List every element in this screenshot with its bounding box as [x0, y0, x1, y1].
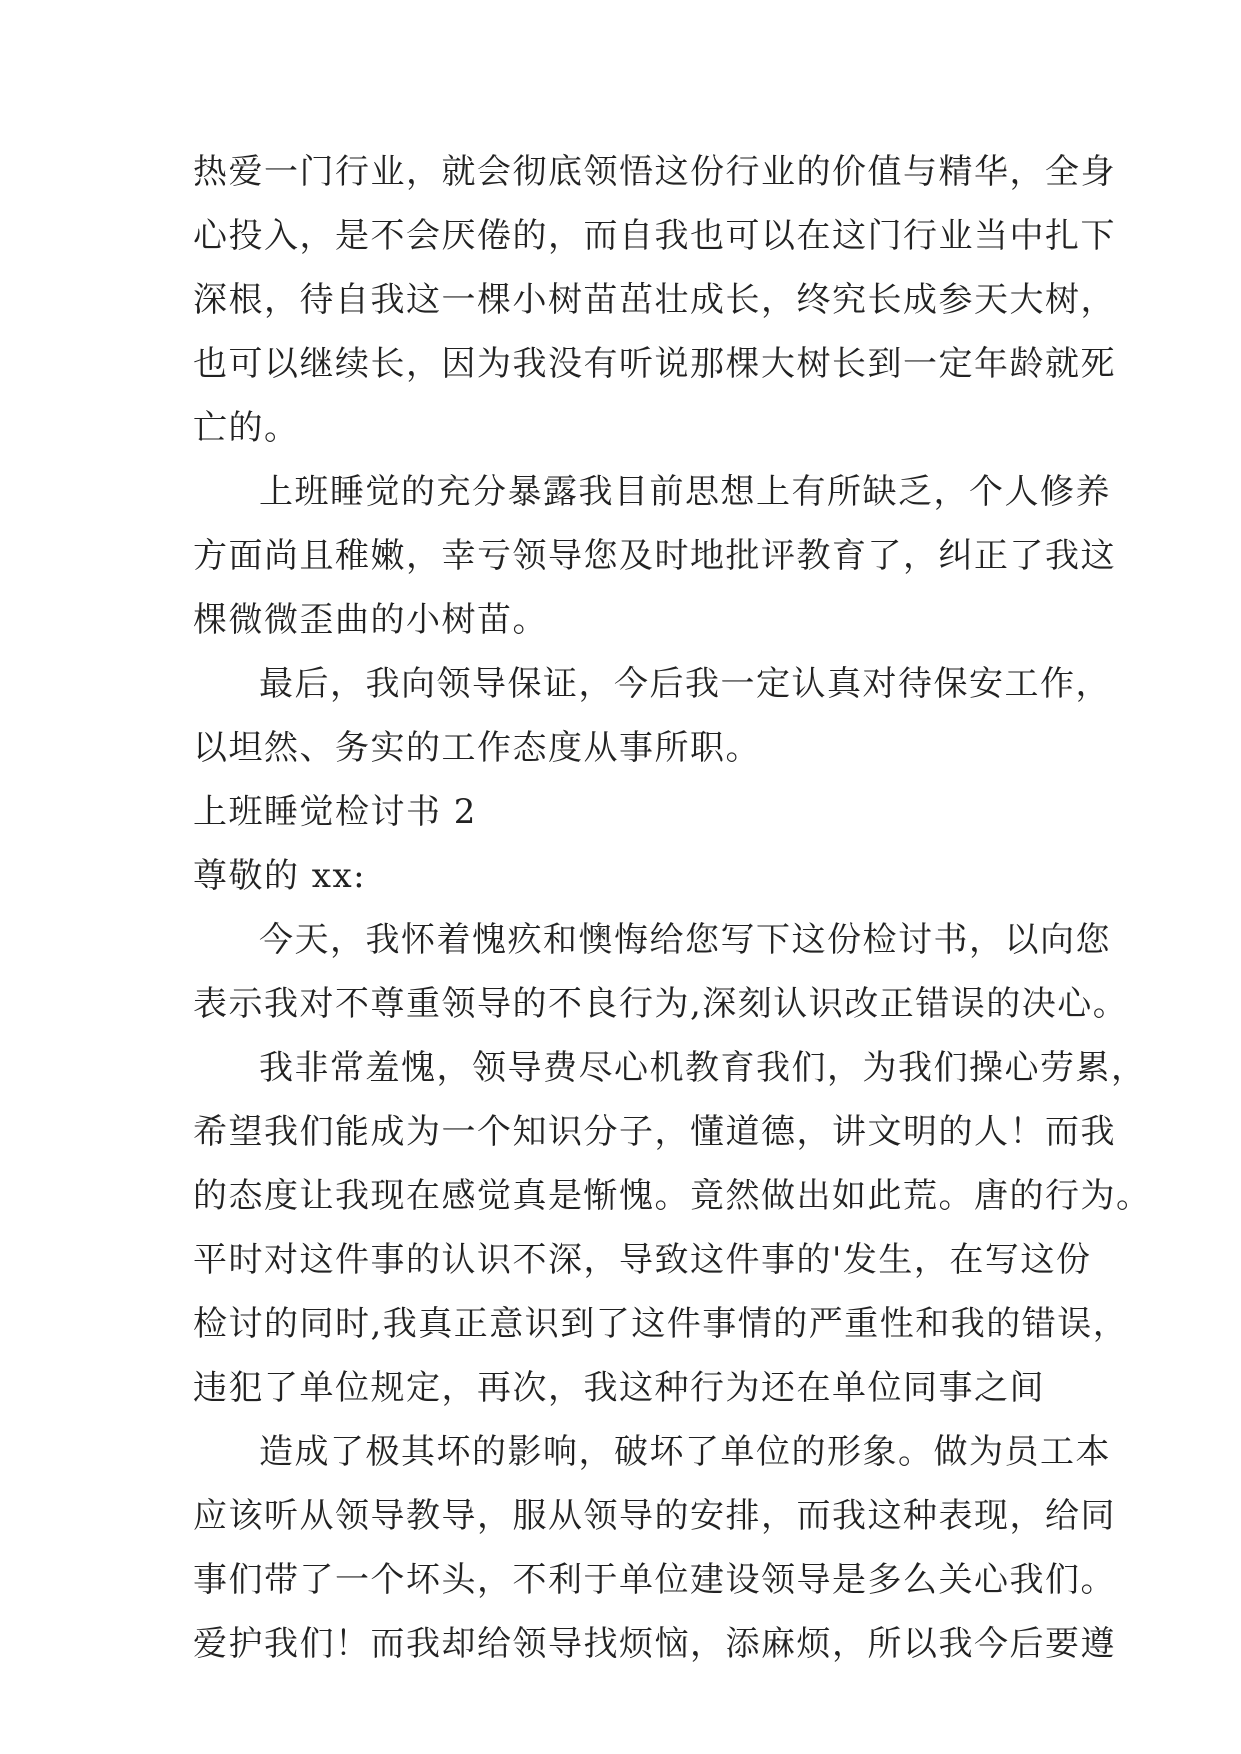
text-line: 爱护我们！而我却给领导找烦恼，添麻烦，所以我今后要遵 [193, 1624, 1116, 1664]
text-line: 应该听从领导教导，服从领导的安排，而我这种表现，给同 [193, 1496, 1116, 1536]
text-line: 希望我们能成为一个知识分子，懂道德，讲文明的人！而我 [193, 1112, 1116, 1152]
paragraph-first-line: 今天，我怀着愧疚和懊悔给您写下这份检讨书，以向您 [259, 920, 1111, 960]
text-line: 事们带了一个坏头，不利于单位建设领导是多么关心我们。 [193, 1560, 1116, 1600]
text-line: 表示我对不尊重领导的不良行为,深刻认识改正错误的决心。 [193, 984, 1129, 1024]
text-line: 热爱一门行业，就会彻底领悟这份行业的价值与精华，全身 [193, 152, 1116, 192]
text-line: 也可以继续长，因为我没有听说那棵大树长到一定年龄就死 [193, 344, 1116, 384]
text-line: 平时对这件事的认识不深，导致这件事的'发生，在写这份 [193, 1240, 1092, 1280]
paragraph-first-line: 造成了极其坏的影响，破坏了单位的形象。做为员工本 [259, 1432, 1111, 1472]
text-line: 亡的。 [193, 408, 300, 448]
text-line: 深根，待自我这一棵小树苗茁壮成长，终究长成参天大树， [193, 280, 1116, 320]
paragraph-first-line: 我非常羞愧，领导费尽心机教育我们，为我们操心劳累， [259, 1048, 1147, 1088]
text-line: 方面尚且稚嫩，幸亏领导您及时地批评教育了，纠正了我这 [193, 536, 1116, 576]
text-line: 棵微微歪曲的小树苗。 [193, 600, 548, 640]
text-line: 以坦然、务实的工作态度从事所职。 [193, 728, 761, 768]
text-line: 违犯了单位规定，再次，我这种行为还在单位同事之间 [193, 1368, 1045, 1408]
text-line: 心投入，是不会厌倦的，而自我也可以在这门行业当中扎下 [193, 216, 1116, 256]
document-body [193, 140, 1152, 1676]
paragraph-first-line: 上班睡觉的充分暴露我目前思想上有所缺乏，个人修养 [259, 472, 1111, 512]
section-title: 上班睡觉检讨书 2 [193, 792, 477, 832]
text-line: 的态度让我现在感觉真是惭愧。竟然做出如此荒。唐的行为。 [193, 1176, 1152, 1216]
paragraph-first-line: 最后，我向领导保证，今后我一定认真对待保安工作， [259, 664, 1111, 704]
text-line: 检讨的同时,我真正意识到了这件事情的严重性和我的错误， [193, 1304, 1129, 1344]
salutation: 尊敬的 xx: [193, 856, 367, 896]
